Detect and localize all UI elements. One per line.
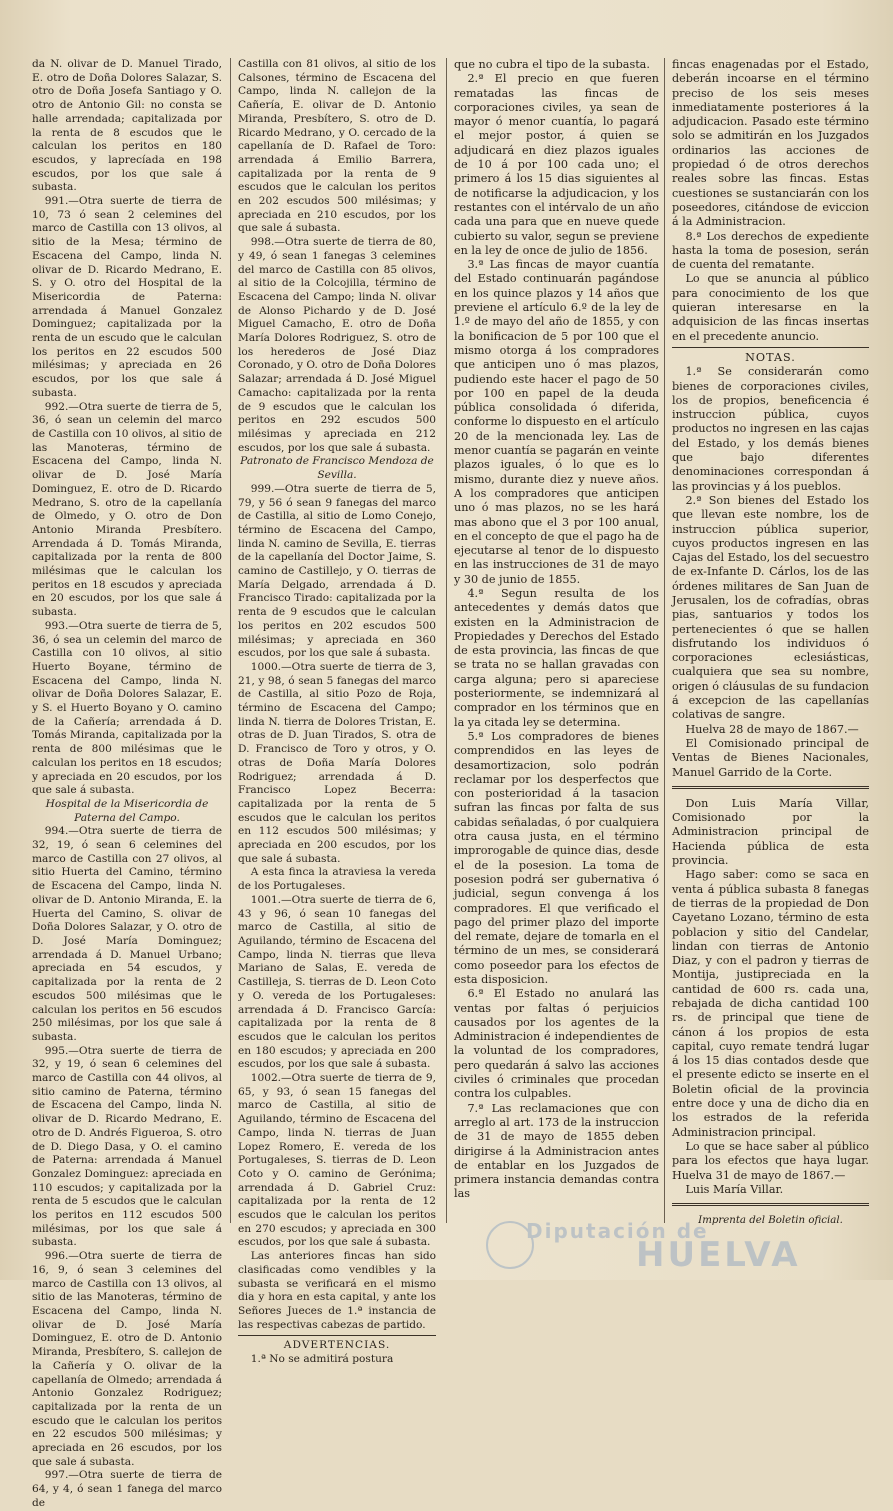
lot-991: 991.—Otra suerte de tierra de 10, 73 ó sean 2 celemines del marco de Castilla con 13 olivos, al sitio de la Mesa; término de Escacena del Campo, linda N. olivar de D. Ricardo Medrano, E. S. y O. otro del Hospital de la Misericordia de Paterna: arrendada á Manuel Gonzalez Dominguez; capitalizada por la renta de un escudo que le calculan los peritos en 22 escudos 500 milésimas; y apreciada en 26 escudos, por los que sale á subasta.	[32, 195, 222, 399]
column-3	[454, 58, 659, 1264]
paragraph: da N. olivar de D. Manuel Tirado, E. otro de Doña Dolores Salazar, S. otro de Doña Josefa Santiago y O. otro de Antonio Gil: no consta se halle arrendada; capitalizada por la renta de 8 escudos que le calculan los peritos en 180 escudos, y laprecíada en 198 escudos, por los que sale á subasta.	[32, 58, 222, 194]
column-rule	[446, 58, 447, 1223]
lot-1002: 1002.—Otra suerte de tierra de 9, 65, y 93, ó sean 15 fanegas del marco de Castilla, al sitio de Aguilando, término de Escacena del Campo, linda N. tierras de Juan Lopez Romero, E. vereda de los Portugaleses, S. tierras de D. Leon Coto y O. camino de Gerónima; arrendada á D. Gabriel Cruz: capitalizada por la renta de 12 escudos que le calculan los peritos en 270 escudos; y apreciada en 300 escudos, por los que sale á subasta.	[238, 1072, 436, 1249]
advertencia-7: 7.ª Las reclamaciones que con arreglo al art. 173 de la instruccion de 31 de mayo de 1855 deben dirigirse á la Administracion antes de entablar en los Juzgados de primera instancia demandas contra las	[454, 1101, 659, 1201]
watermark-text: HUELVA	[636, 1235, 801, 1275]
divider	[672, 347, 869, 348]
date-line: Huelva 28 de mayo de 1867.—	[685, 722, 859, 736]
nota-1: 1.ª Se considerarán como bienes de corporaciones civiles, los de propios, beneficencia é instruccion pública, cuyos productos no ingresen en las cajas del Estado, y los demás bienes que bajo diferentes denominaciones correspondan á las provincias y á los pueblos.	[672, 365, 869, 493]
nota-2: 2.ª Son bienes del Estado los que llevan este nombre, los de instruccion pública superior, cuyos productos ingresen en las Cajas del Estado, los del secuestro de ex-Infante D. Cárlos, los de las órdenes militares de San Juan de Jerusalen, los de cofradías, obras pias, santuarios y todos los pertenecientes ó que se hallen disfrutando los individuos ó corporaciones eclesiásticas, cualquiera que sea su nombre, origen ó cláusulas de su fundacion á excepcion de las capellanías colativas de sangre.	[672, 493, 869, 722]
paragraph: Las anteriores fincas han sido clasificadas como vendibles y la subasta se verificará en el mismo dia y hora en esta capital, y ante los Señores Jueces de 1.ª instancia de las respectivas cabezas de partido.	[238, 1250, 436, 1331]
signature: Luis María Villar.	[685, 1182, 784, 1196]
paragraph: 1.ª No se admitirá postura	[250, 1353, 394, 1366]
column-4	[672, 58, 869, 1264]
watermark-text: Diputación de	[526, 1219, 709, 1243]
advertencia-6: 6.ª El Estado no anulará las ventas por faltas ó perjuicios causados por los agentes de la Administracion é independientes de la voluntad de los compradores, pero quedarán á salvo las acciones civiles ó criminales que procedan contra los culpables.	[454, 987, 659, 1101]
lot-996: 996.—Otra suerte de tierra de 16, 9, ó sean 3 celemines del marco de Castilla con 13 olivos, al sitio de las Manoteras, término de Escacena del Campo, linda N. olivar de D. José María Dominguez, E. otro de D. Antonio Miranda, Presbítero, S. callejon de la Cañería y O. olivar de la capellanía de Olmedo; arrendada á Antonio Gonzalez Rodriguez; capitalizada por la renta de un escudo que le calculan los peritos en 22 escudos 500 milésimas; y apreciada en 26 escudos, por los que sale á subasta.	[32, 1250, 222, 1468]
lot-993: 993.—Otra suerte de tierra de 5, 36, ó sea un celemin del marco de Castilla con 10 olivos, al sitio Huerto Boyane, término de Escacena del Campo, linda N. olivar de Doña Dolores Salazar, E. y S. el Huerto Boyano y O. camino de la Cañería; arrendada á D. Tomás Miranda, capitalizada por la renta de 800 milésimas que le calculan los peritos en 18 escudos; y apreciada en 20 escudos, por los que sale á subasta.	[32, 619, 222, 797]
column-1	[32, 58, 222, 1509]
paragraph: Lo que se hace saber al público para los efectos que haya lugar. Huelva 31 de mayo de 1867.—	[672, 1139, 869, 1182]
advertencia-4: 4.ª Segun resulta de los antecedentes y demás datos que existen en la Administracion de Propiedades y Derechos del Estado de esta provincia, las fincas de que se trata no se hallan gravadas con carga alguna; pero si apareciese posteriormente, se indemnizará al comprador en los términos que en la ya citada ley se determina.	[454, 586, 659, 729]
lot-995: 995.—Otra suerte de tierra de 32, y 19, ó sean 6 celemines del marco de Castilla con 44 olivos, al sitio camino de Paterna, término de Escacena del Campo, linda N. olivar de D. Ricardo Medrano, E. otro de D. Andrés Figueroa, S. otro de D. Diego Dasa, y O. el camino de Paterna: arrendada á Manuel Gonzalez Dominguez: apreciada en 110 escudos; y capitalizada por la renta de 5 escudos que le calculan los peritos en 112 escudos 500 milésimas, por los que sale á subasta.	[32, 1044, 222, 1249]
divider	[238, 1335, 436, 1336]
paragraph: que no cubra el tipo de la subasta.	[454, 58, 650, 71]
notas-heading: NOTAS.	[745, 350, 796, 364]
advertencias-heading: ADVERTENCIAS.	[283, 1339, 391, 1352]
lot-998: 998.—Otra suerte de tierra de 80, y 49, ó sean 1 fanegas 3 celemines del marco de Castilla con 85 olivos, al sitio de la Colcojilla, término de Escacena del Campo; linda N. olivar de Alonso Pichardo y de D. José Miguel Camacho, E. otro de Doña María Dolores Rodriguez, S. otro de los herederos de José Diaz Coronado, y O. otro de Doña Dolores Salazar; arrendada á D. José Miguel Camacho: capitalizada por la renta de 9 escudos que le calculan los peritos en 292 escudos 500 milésimas y apreciada en 212 escudos, por los que sale á subasta.	[238, 236, 436, 454]
paragraph: Castilla con 81 olivos, al sitio de los Calsones, término de Escacena del Campo, linda N. callejon de la Cañería, E. olivar de D. Antonio Miranda, Presbítero, S. otro de D. Ricardo Medrano, y O. cercado de la capellanía de D. Rafael de Toro: arrendada á Emilio Barrera, capitalizada por la renta de 9 escudos que le calculan los peritos en 202 escudos 500 milésimas; y apreciada en 210 escudos, por los que sale á subasta.	[238, 58, 436, 235]
lot-992: 992.—Otra suerte de tierra de 5, 36, ó sean un celemin del marco de Castilla con 10 olivos, al sitio de las Manoteras, término de Escacena del Campo, linda N. olivar de D. José María Dominguez, E. otro de D. Ricardo Medrano, S. otro de la capellanía de Olmedo, y O. otro de Don Antonio Miranda Presbítero. Arrendada á D. Tomás Miranda, capitalizada por la renta de 800 milésimas que le calculan los peritos en 18 escudos y apreciada en 20 escudos, por los que sale á subasta.	[32, 400, 222, 619]
paragraph: Don Luis María Villar, Comisionado por la Administracion principal de Hacienda pública de esta provincia.	[672, 796, 869, 868]
lot-994: 994.—Otra suerte de tierra de 32, 19, ó sean 6 celemines del marco de Castilla con 27 olivos, al sitio Huerta del Camino, término de Escacena del Campo, linda N. olivar de D. Antonio Miranda, E. la Huerta del Camino, S. olivar de Doña Dolores Salazar, y O. otro de D. José María Dominguez; arrendada á D. Manuel Urbano; apreciada en 54 escudos, y capitalizada por la renta de 2 escudos 500 milésimas que le calculan los peritos en 56 escudos 250 milésimas, por los que sale á subasta.	[32, 825, 222, 1043]
lot-999: 999.—Otra suerte de tierra de 5, 79, y 56 ó sean 9 fanegas del marco de Castilla, al sitio de Lomo Conejo, término de Escacena del Campo, linda N. camino de Sevilla, E. tierras de la capellanía del Doctor Jaime, S. camino de Castillejo, y O. tierras de María Delgado, arrendada á D. Francisco Tirado: capitalizada por la renta de 9 escudos que le calculan los peritos en 202 escudos 500 milésimas; y apreciada en 360 escudos, por los que sale á subasta.	[238, 482, 436, 660]
lot-997: 997.—Otra suerte de tierra de 64, y 4, ó sean 1 fanega del marco de	[32, 1469, 222, 1509]
section-heading: Hospital de la Misericordia de Paterna del Campo.	[45, 797, 209, 824]
advertencia-5: 5.ª Los compradores de bienes comprendidos en las leyes de desamortizacion, solo podrán reclamar por los desperfectos que con posterioridad á la tasacion sufran las fincas por falta de sus cabidas señaladas, ó por cualquiera otra causa justa, en el término improrogable de quince dias, desde el de la posesion. La toma de posesion podrá ser gubernativa ó judicial, segun convenga á los compradores. El que verificado el pago del primer plazo del importe del remate, dejare de tomarla en el término de un mes, se considerará como poseedor para los efectos de esta disposicion.	[454, 729, 659, 986]
paragraph: Hago saber: como se saca en venta á pública subasta 8 fanegas de tierras de la propiedad de Don Cayetano Lozano, término de esta poblacion y sitio del Candelar, lindan con tierras de Antonio Diaz, y con el padron y tierras de Montija, justipreciada en la cantidad de 600 rs. cada una, rebajada de dicha cantidad 100 rs. de principal que tiene de cánon á los propios de esta capital, cuyo remate tendrá lugar á los 15 dias contados desde que el presente edicto se inserte en el Boletin oficial de la provincia entre doce y una de dicho dia en los estrados de la referida Administracion principal.	[672, 868, 869, 1139]
advertencia-3: 3.ª Las fincas de mayor cuantía del Estado continuarán pagándose en los quince plazos y 14 años que previene el artículo 6.º de la ley de 1.º de mayo del año de 1855, y con la bonificacion de 5 por 100 que el mismo otorga á los compradores que anticipen uno ó mas plazos, pudiendo este hacer el pago de 50 por 100 en papel de la deuda pública consolidada ó diferida, conforme lo dispuesto en el artículo 20 de la mencionada ley. Las de menor cuantía se pagarán en veinte plazos iguales, ó lo que es lo mismo, durante diez y nueve años. A los compradores que anticipen uno ó mas plazos, no se les hará mas abono que el 3 por 100 anual, en el concepto de que el pago ha de ejecutarse al tenor de lo dispuesto en las instrucciones de 31 de mayo y 30 de junio de 1855.	[454, 258, 659, 586]
column-rule	[664, 58, 665, 1223]
double-divider	[672, 786, 869, 789]
paragraph: A esta finca la atraviesa la vereda de los Portugaleses.	[238, 866, 436, 893]
column-rule	[230, 58, 231, 1223]
paragraph: Lo que se anuncia al público para conocimiento de los que quieran interesarse en la adquisicion de las fincas insertas en el precedente anuncio.	[672, 272, 869, 343]
lot-1000: 1000.—Otra suerte de tierra de 3, 21, y 98, ó sean 5 fanegas del marco de Castilla, al sitio Pozo de Roja, término de Escacena del Campo; linda N. tierra de Dolores Tristan, E. otras de D. Juan Tirados, S. otra de D. Francisco de Toro y otros, y O. otras de Doña María Dolores Rodriguez; arrendada á D. Francisco Lopez Becerra: capitalizada por la renta de 5 escudos que le calculan los peritos en 112 escudos 500 milésimas; y apreciada en 200 escudos, por los que sale á subasta.	[238, 660, 436, 865]
advertencia-8: 8.ª Los derechos de expediente hasta la toma de posesion, serán de cuenta del rematante.	[672, 229, 869, 272]
paragraph: fincas enagenadas por el Estado, deberán incoarse en el término preciso de los seis meses inmediatamente posteriores á la adjudicacion. Pasado este término solo se admitirán en los Juzgados ordinarios las acciones de propiedad ó de otros derechos reales sobre las fincas. Estas cuestiones se sustanciarán con los poseedores, citándose de eviccion á la Administracion.	[672, 58, 869, 229]
lot-1001: 1001.—Otra suerte de tierra de 6, 43 y 96, ó sean 10 fanegas del marco de Castilla, al sitio de Aguilando, término de Escacena del Campo, linda N. tierras que lleva Mariano de Salas, E. vereda de Castilleja, S. tierras de D. Leon Coto y O. vereda de los Portugaleses: arrendada á D. Francisco García: capitalizada por la renta de 8 escudos que le calculan los peritos en 180 escudos; y apreciada en 200 escudos, por los que sale á subasta.	[238, 893, 436, 1071]
signature: El Comisionado principal de Ventas de Bienes Nacionales, Manuel Garrido de la Corte.	[672, 736, 869, 779]
advertencia-2: 2.ª El precio en que fueren rematadas las fincas de corporaciones civiles, ya sean de mayor ó menor cuantía, lo pagará el mejor postor, á quien se adjudicará en diez plazos iguales de 10 á por 100 cada uno; el primero á los 15 dias siguientes al de notificarse la adjudicacion, y los restantes con el intérvalo de un año cada una para que en nueve quede cubierto su valor, segun se previene en la ley de once de julio de 1856.	[454, 72, 659, 257]
printer-imprint: Imprenta del Boletin oficial.	[698, 1215, 843, 1227]
column-2	[238, 58, 436, 1366]
section-heading: Patronato de Francisco Mendoza de Sevilla.	[240, 455, 434, 482]
double-divider	[672, 1203, 869, 1206]
